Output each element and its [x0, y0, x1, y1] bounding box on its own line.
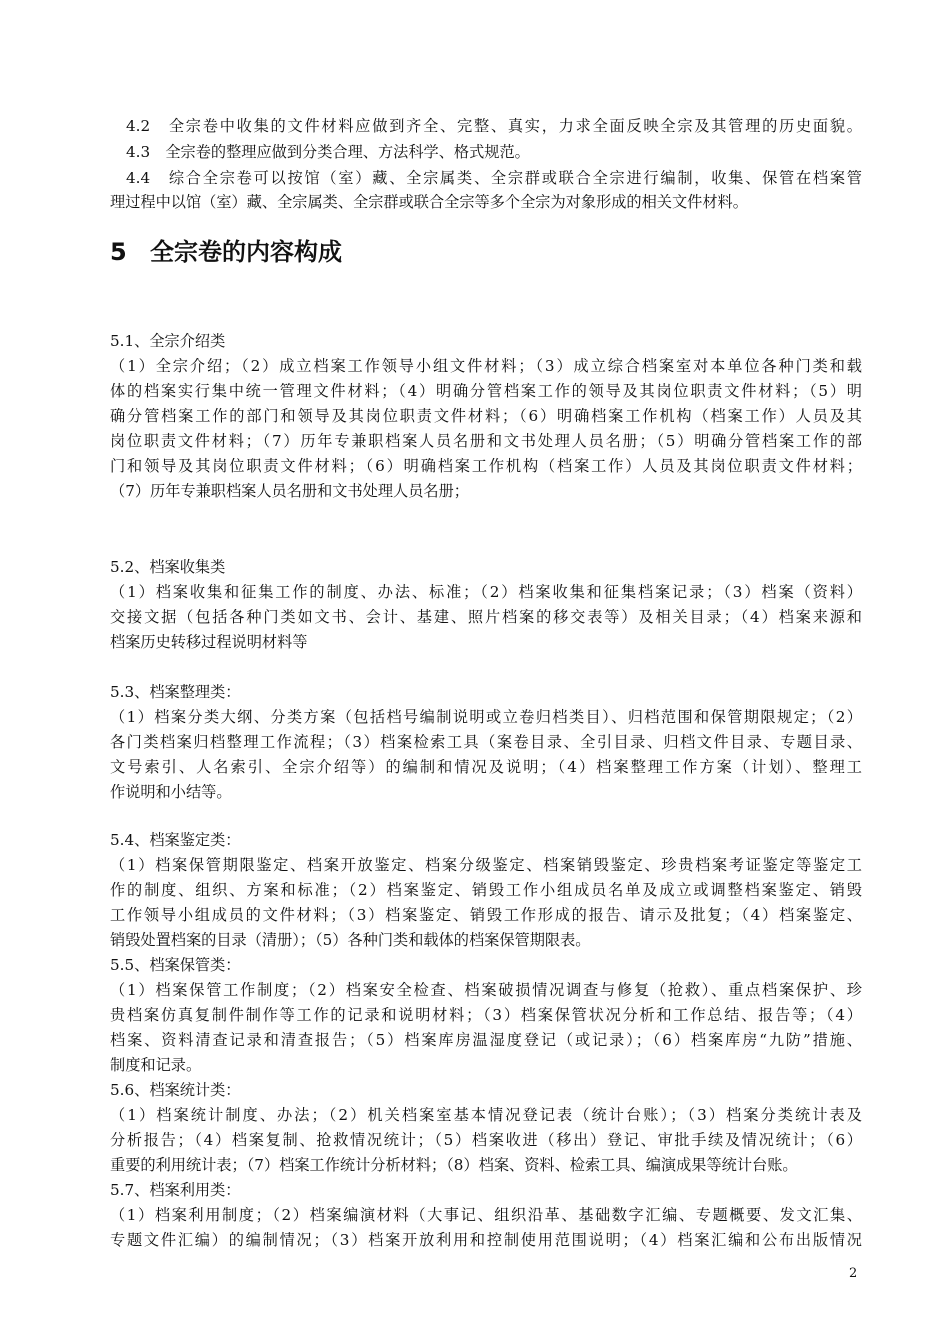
paragraph-line: 档案、资料清查记录和清查报告；（5）档案库房温湿度登记（或记录）；（6）档案库房“九防”措施、 — [110, 1031, 862, 1049]
paragraph-line: （1）档案分类大纲、分类方案（包括档号编制说明或立卷归档类目）、归档范围和保管期限规定；（2） — [110, 708, 862, 726]
paragraph-line: （1）档案保管工作制度；（2）档案安全检查、档案破损情况调查与修复（抢救）、重点档案保护、珍 — [110, 981, 862, 999]
clause-4-2: 4.2 全宗卷中收集的文件材料应做到齐全、完整、真实，力求全面反映全宗及其管理的历史面貌。 — [126, 117, 862, 135]
page-number: 2 — [849, 1266, 858, 1281]
paragraph-line: 作说明和小结等。 — [110, 783, 232, 801]
subsection-title-5-4: 5.4、档案鉴定类： — [110, 831, 241, 849]
paragraph-line: 交接文据（包括各种门类如文书、会计、基建、照片档案的移交表等）及相关目录；（4）档案来源和 — [110, 608, 862, 626]
subsection-title-5-5: 5.5、档案保管类： — [110, 956, 241, 974]
section-number: 5 — [110, 238, 127, 266]
paragraph-line: 门和领导及其岗位职责文件材料；（6）明确档案工作机构（档案工作）人员及其岗位职责文件材料； — [110, 457, 862, 475]
subsection-title-5-7: 5.7、档案利用类： — [110, 1181, 241, 1199]
paragraph-line: （1）档案保管期限鉴定、档案开放鉴定、档案分级鉴定、档案销毁鉴定、珍贵档案考证鉴定等鉴定工 — [110, 856, 862, 874]
paragraph-line: 专题文件汇编）的编制情况；（3）档案开放利用和控制使用范围说明；（4）档案汇编和公布出版情况 — [110, 1231, 862, 1249]
paragraph-line: 销毁处置档案的目录（清册）；（5）各种门类和载体的档案保管期限表。 — [110, 931, 591, 949]
paragraph-line: （1）全宗介绍；（2）成立档案工作领导小组文件材料；（3）成立综合档案室对本单位各种门类和载 — [110, 357, 862, 375]
paragraph-line: 作的制度、组织、方案和标准；（2）档案鉴定、销毁工作小组成员名单及成立或调整档案鉴定、销毁 — [110, 881, 862, 899]
paragraph-line: 各门类档案归档整理工作流程；（3）档案检索工具（案卷目录、全引目录、归档文件目录、专题目录、 — [110, 733, 862, 751]
paragraph-line: 贵档案仿真复制件制作等工作的记录和说明材料；（3）档案保管状况分析和工作总结、报告等；（4） — [110, 1006, 862, 1024]
subsection-title-5-6: 5.6、档案统计类： — [110, 1081, 241, 1099]
paragraph-line: 岗位职责文件材料；（7）历年专兼职档案人员名册和文书处理人员名册；（5）明确分管档案工作的部 — [110, 432, 862, 450]
paragraph-line: 制度和记录。 — [110, 1056, 202, 1074]
paragraph-line: 重要的利用统计表；（7）档案工作统计分析材料；（8）档案、资料、检索工具、编演成果等统计台账。 — [110, 1156, 798, 1174]
paragraph-line: （1）档案利用制度；（2）档案编演材料（大事记、组织沿革、基础数字汇编、专题概要、发文汇集、 — [110, 1206, 862, 1224]
paragraph-line: 确分管档案工作的部门和领导及其岗位职责文件材料；（6）明确档案工作机构（档案工作）人员及其 — [110, 407, 862, 425]
paragraph-line: 分析报告；（4）档案复制、抢救情况统计；（5）档案收进（移出）登记、审批手续及情况统计；（6） — [110, 1131, 862, 1149]
paragraph-line: （7）历年专兼职档案人员名册和文书处理人员名册； — [110, 482, 469, 500]
subsection-title-5-1: 5.1、全宗介绍类 — [110, 332, 226, 350]
clause-4-4: 4.4 综合全宗卷可以按馆（室）藏、全宗属类、全宗群或联合全宗进行编制，收集、保管在档案管 — [126, 169, 862, 187]
paragraph-line: 体的档案实行集中统一管理文件材料；（4）明确分管档案工作的领导及其岗位职责文件材料；（5）明 — [110, 382, 862, 400]
section-title: 全宗卷的内容构成 — [150, 238, 342, 266]
subsection-title-5-3: 5.3、档案整理类： — [110, 683, 241, 701]
paragraph-line: （1）档案收集和征集工作的制度、办法、标准；（2）档案收集和征集档案记录；（3）档案（资料） — [110, 583, 862, 601]
clause-4-3: 4.3 全宗卷的整理应做到分类合理、方法科学、格式规范。 — [126, 143, 530, 161]
section-heading — [110, 236, 342, 268]
clause-4-4-continued: 理过程中以馆（室）藏、全宗属类、全宗群或联合全宗等多个全宗为对象形成的相关文件材料。 — [110, 193, 748, 211]
paragraph-line: 工作领导小组成员的文件材料；（3）档案鉴定、销毁工作形成的报告、请示及批复；（4）档案鉴定、 — [110, 906, 862, 924]
paragraph-line: 档案历史转移过程说明材料等 — [110, 633, 308, 651]
subsection-title-5-2: 5.2、档案收集类 — [110, 558, 226, 576]
paragraph-line: 文号索引、人名索引、全宗介绍等）的编制和情况及说明；（4）档案整理工作方案（计划）、整理工 — [110, 758, 862, 776]
paragraph-line: （1）档案统计制度、办法；（2）机关档案室基本情况登记表（统计台账）；（3）档案分类统计表及 — [110, 1106, 862, 1124]
